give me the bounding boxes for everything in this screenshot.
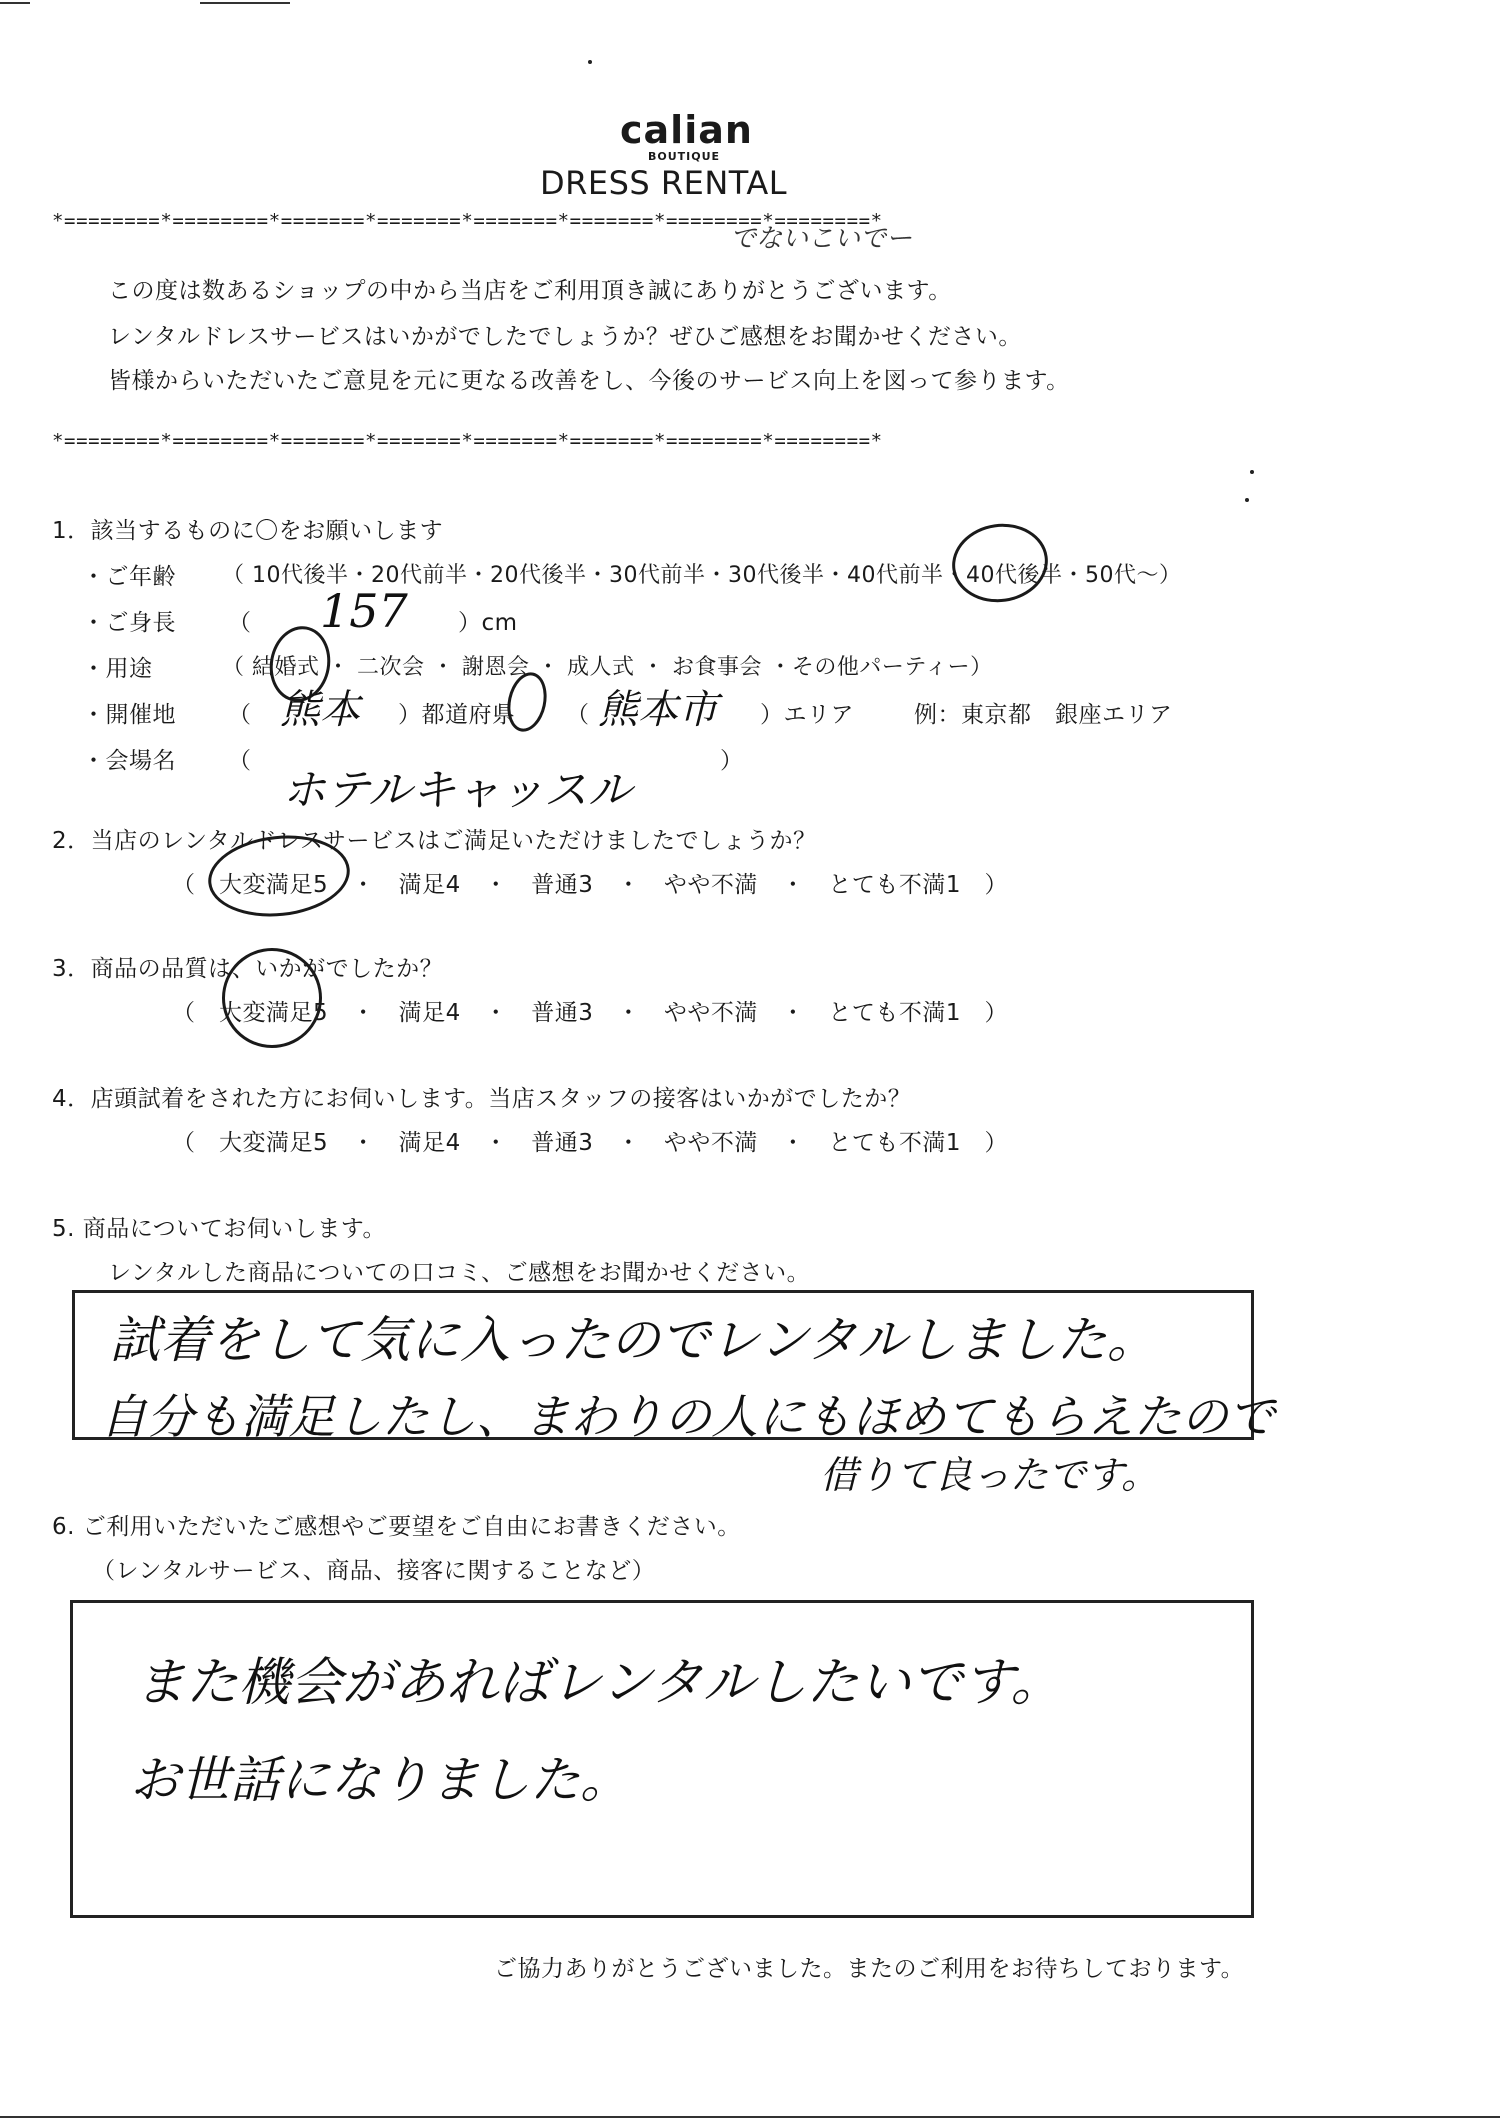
location-open: （ xyxy=(228,702,252,728)
age-label: ・ご年齢 xyxy=(82,564,176,590)
footer-thanks: ご協力ありがとうございました。またのご利用をお待ちしております。 xyxy=(494,1956,1245,1982)
height-open: （ xyxy=(228,610,252,636)
venue-open: （ xyxy=(228,748,252,774)
handwritten-scribble: でないこいでー xyxy=(730,224,913,254)
scan-bottom-edge xyxy=(0,2116,1500,2118)
height-unit: ）cm xyxy=(458,610,518,636)
q3-options: （ 大変満足5 ・ 満足4 ・ 普通3 ・ やや不満 ・ とても不満1 ） xyxy=(172,1000,1009,1026)
intro-line: 皆様からいただいたご意見を元に更なる改善をし、今後のサービス向上を図って参ります。 xyxy=(108,368,1070,394)
q6-title: 6. ご利用いただいたご感想やご要望をご自由にお書きください。 xyxy=(52,1514,741,1540)
q1-title: 1．該当するものに〇をお願いします xyxy=(52,518,444,544)
height-label: ・ご身長 xyxy=(82,610,176,636)
scan-mark-top-left xyxy=(0,2,30,4)
intro-line: この度は数あるショップの中から当店をご利用頂き誠にありがとうございます。 xyxy=(108,278,952,304)
brand-subtitle: BOUTIQUE xyxy=(648,150,721,163)
separator-top: *========*========*=======*=======*=======*=======*========*========* xyxy=(52,210,883,232)
document-title: DRESS RENTAL xyxy=(540,164,788,202)
q5-answer-line: 試着をして気に入ったのでレンタルしました。 xyxy=(110,1311,1157,1369)
area-open: （ xyxy=(566,702,590,728)
venue-value: ホテルキャッスル xyxy=(282,765,632,816)
scan-mark-top-mid xyxy=(200,2,290,4)
location-label: ・開催地 xyxy=(82,702,176,728)
venue-close: ） xyxy=(720,748,744,774)
q2-options: （ 大変満足5 ・ 満足4 ・ 普通3 ・ やや不満 ・ とても不満1 ） xyxy=(172,872,1009,898)
area-value: 熊本市 xyxy=(598,687,718,733)
q3-title: 3．商品の品質は、いかがでしたか？ xyxy=(52,956,444,982)
venue-label: ・会場名 xyxy=(82,748,176,774)
q5-title: 5. 商品についてお伺いします。 xyxy=(52,1216,386,1242)
use-label: ・用途 xyxy=(82,656,153,682)
age-selection-circle xyxy=(947,518,1053,609)
q5-answer-line: 借りて良ったです。 xyxy=(820,1453,1159,1497)
use-options: （ 結婚式 ・ 二次会 ・ 謝恩会 ・ 成人式 ・ お食事会 ・その他パーティー） xyxy=(222,655,993,680)
q2-title: 2．当店のレンタルドレスサービスはご満足いただけましたでしょうか？ xyxy=(52,828,817,854)
prefecture-value: 熊本 xyxy=(280,687,360,733)
q5-answer-line: 自分も満足したし、まわりの人にもほめてもらえたので xyxy=(100,1390,1275,1445)
scan-dot xyxy=(1250,470,1254,474)
brand-logo: calian xyxy=(620,108,753,152)
height-value: 157 xyxy=(320,584,408,638)
prefecture-suffix: ）都道府県 xyxy=(398,702,516,728)
q5-subtitle: レンタルした商品についての口コミ、ご感想をお聞かせください。 xyxy=(108,1260,811,1286)
location-example: 例：東京都 銀座エリア xyxy=(914,702,1173,728)
q6-answer-line: また機会があればレンタルしたいです。 xyxy=(134,1653,1063,1713)
scan-dot xyxy=(588,60,592,64)
age-options: （ 10代後半・20代前半・20代後半・30代前半・30代後半・40代前半・40代後半・50代～） xyxy=(222,563,1182,588)
scan-dot xyxy=(1245,498,1249,502)
separator-bottom: *========*========*=======*=======*=======*=======*========*========* xyxy=(52,430,883,452)
q4-title: 4．店頭試着をされた方にお伺いします。当店スタッフの接客はいかがでしたか？ xyxy=(52,1086,912,1112)
q6-answer-line: お世話になりました。 xyxy=(130,1751,630,1809)
area-suffix: ）エリア xyxy=(760,702,854,728)
q6-subtitle: （レンタルサービス、商品、接客に関することなど） xyxy=(92,1558,656,1584)
q4-options: （ 大変満足5 ・ 満足4 ・ 普通3 ・ やや不満 ・ とても不満1 ） xyxy=(172,1130,1009,1156)
intro-line: レンタルドレスサービスはいかがでしたでしょうか？ぜひご感想をお聞かせください。 xyxy=(108,324,1022,350)
